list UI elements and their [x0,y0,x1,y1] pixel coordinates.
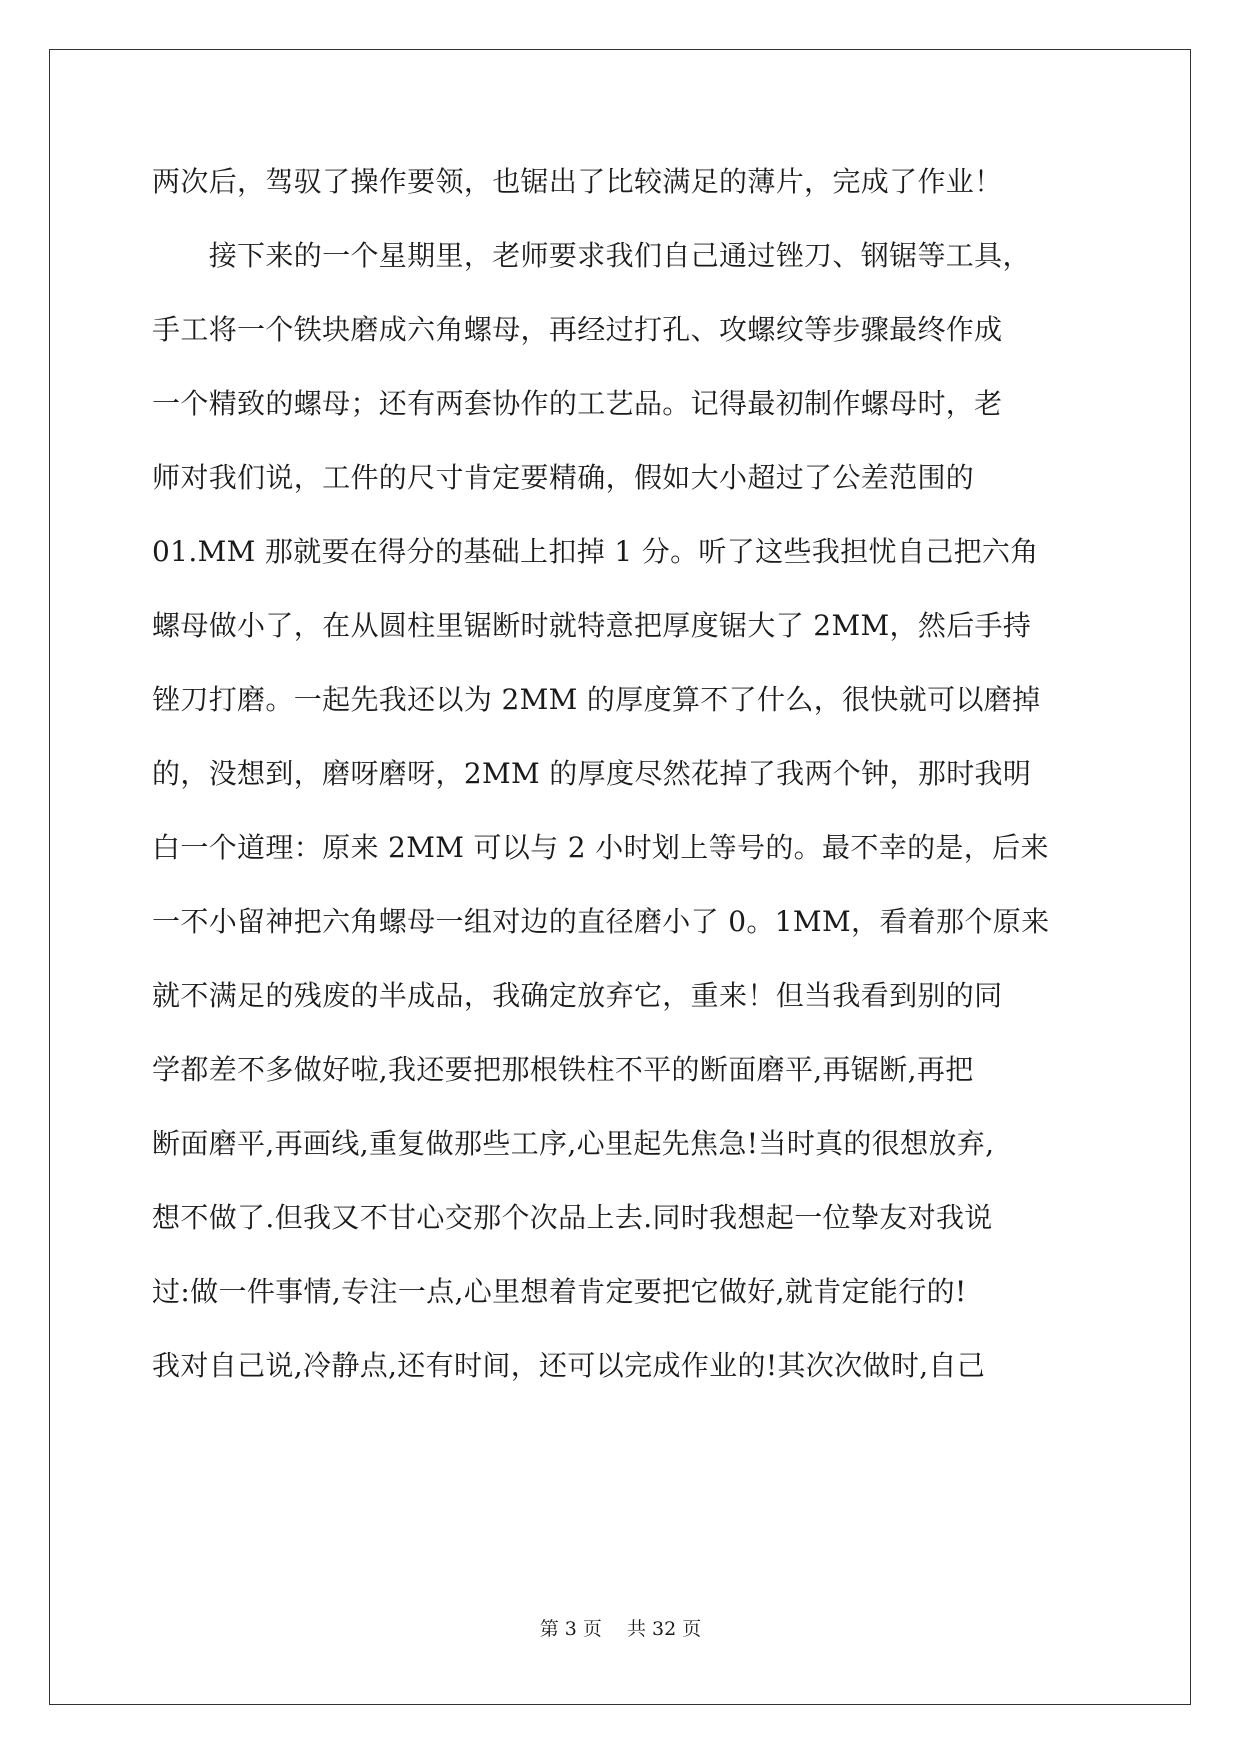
text-line: 一不小留神把六角螺母一组对边的直径磨小了 0。1MM，看着那个原来 [152,905,1050,938]
text-line: 手工将一个铁块磨成六角螺母，再经过打孔、攻螺纹等步骤最终作成 [152,313,1003,346]
text-line: 就不满足的残废的半成品，我确定放弃它，重来！但当我看到别的同 [152,979,1003,1012]
text-line: 两次后，驾驭了操作要领，也锯出了比较满足的薄片，完成了作业！ [152,165,1003,198]
text-line: 想不做了.但我又不甘心交那个次品上去.同时我想起一位挚友对我说 [152,1201,993,1234]
text-line: 螺母做小了，在从圆柱里锯断时就特意把厚度锯大了 2MM，然后手持 [152,609,1032,642]
text-line: 断面磨平,再画线,重复做那些工序,心里起先焦急!当时真的很想放弃, [152,1127,995,1160]
text-line: 接下来的一个星期里，老师要求我们自己通过锉刀、钢锯等工具， [152,239,1031,272]
text-line: 锉刀打磨。一起先我还以为 2MM 的厚度算不了什么，很快就可以磨掉 [152,683,1041,716]
text-line: 一个精致的螺母；还有两套协作的工艺品。记得最初制作螺母时，老 [152,387,1003,420]
text-line: 我对自己说,冷静点,还有时间，还可以完成作业的!其次次做时,自己 [152,1349,986,1382]
page-footer [0,1617,1241,1641]
text-line: 过:做一件事情,专注一点,心里想着肯定要把它做好,就肯定能行的! [152,1275,967,1308]
text-line: 01.MM 那就要在得分的基础上扣掉 1 分。听了这些我担忧自己把六角 [152,535,1039,568]
text-line: 师对我们说，工件的尺寸肯定要精确，假如大小超过了公差范围的 [152,461,975,494]
page-border [49,49,1191,1705]
page-number: 第 3 页 共 32 页 [539,1618,702,1640]
text-line: 的，没想到，磨呀磨呀，2MM 的厚度尽然花掉了我两个钟，那时我明 [152,757,1032,790]
text-line: 学都差不多做好啦,我还要把那根铁柱不平的断面磨平,再锯断,再把 [152,1053,974,1086]
text-line: 白一个道理：原来 2MM 可以与 2 小时划上等号的。最不幸的是，后来 [152,831,1049,864]
